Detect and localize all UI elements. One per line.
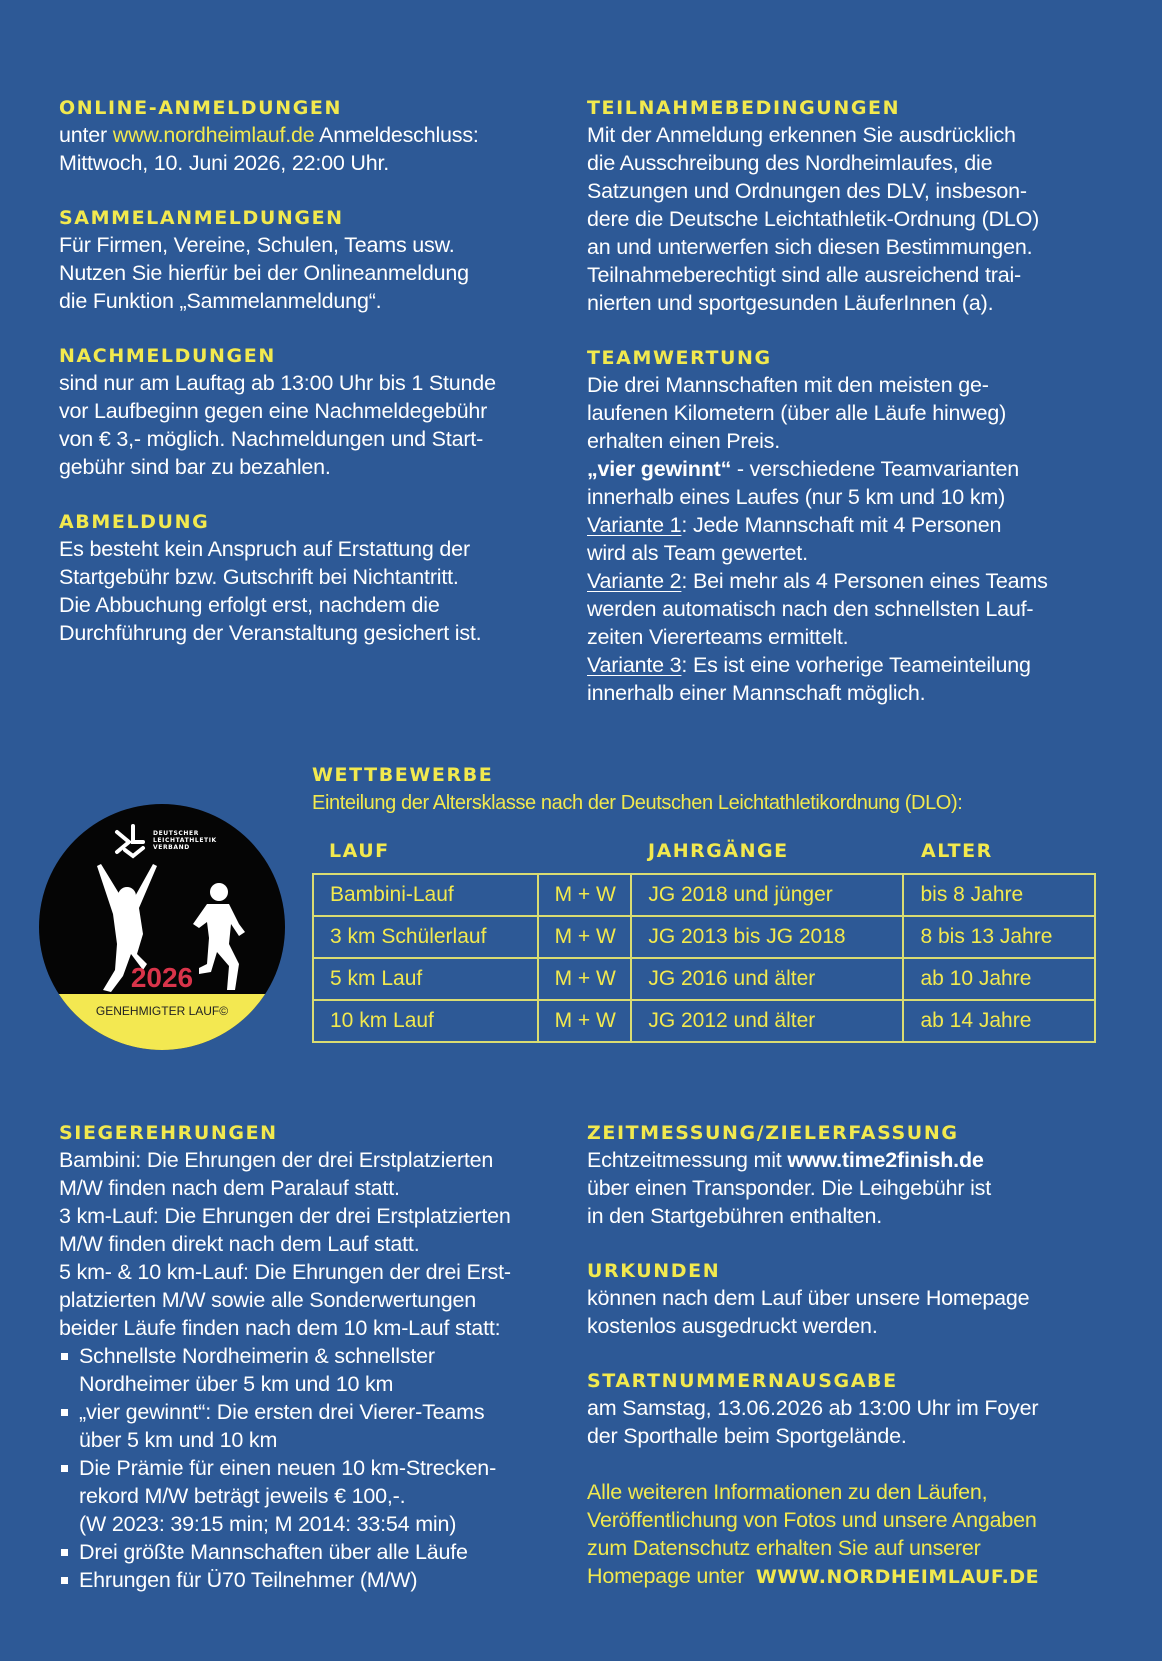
text-line: Ehrungen für Ü70 Teilnehmer (M/W) [79, 1568, 418, 1592]
text-line: Bambini: Die Ehrungen der drei Erstplatzierten [59, 1148, 494, 1172]
text-line: können nach dem Lauf über unsere Homepage [587, 1286, 1030, 1310]
text: : Bei mehr als 4 Personen eines Teams [681, 569, 1048, 593]
text-line: Nutzen Sie hierfür bei der Onlineanmeldung [59, 261, 469, 285]
section-subtitle: Einteilung der Altersklasse nach der Deutschen Leichtathletikordnung (DLO): [312, 792, 963, 814]
text-line: in den Startgebühren enthalten. [587, 1204, 883, 1228]
text-line: Satzungen und Ordnungen des DLV, insbeson- [587, 179, 1027, 203]
section-title: SAMMELANMELDUNGEN [59, 207, 344, 229]
text-line: Für Firmen, Vereine, Schulen, Teams usw. [59, 233, 455, 257]
column-header-alter: ALTER [921, 840, 993, 862]
text-line: werden automatisch nach den schnellsten Lauf- [587, 597, 1034, 621]
text-line: von € 3,- möglich. Nachmeldungen und Start- [59, 427, 484, 451]
section-title: TEAMWERTUNG [587, 347, 772, 369]
text-line: wird als Team gewertet. [587, 541, 808, 565]
text-line: die Ausschreibung des Nordheimlaufes, die [587, 151, 993, 175]
org-line: VERBAND [153, 844, 190, 851]
text-line: erhalten einen Preis. [587, 429, 781, 453]
info-last-line [587, 1562, 1117, 1591]
table-row [313, 916, 1095, 958]
online-line2: Mittwoch, 10. Juni 2026, 22:00 Uhr. [59, 151, 390, 175]
section-urkunden [587, 1258, 1117, 1340]
cell-gender: M + W [538, 1000, 632, 1042]
text-line: Nordheimer über 5 km und 10 km [79, 1372, 394, 1396]
section-title: NACHMELDUNGEN [59, 345, 276, 367]
list-item [59, 1398, 579, 1454]
left-column-bottom [59, 1120, 579, 1594]
section-further-info [587, 1478, 1117, 1591]
cell-gender: M + W [538, 874, 632, 916]
section-title: WETTBEWERBE [312, 764, 494, 786]
text-line: (W 2023: 39:15 min; M 2014: 33:54 min) [79, 1512, 457, 1536]
online-line1 [59, 121, 579, 149]
cell-jahrgang: JG 2013 bis JG 2018 [631, 916, 903, 958]
badge-year: 2026 [130, 962, 194, 993]
section-abmeldung [59, 509, 579, 647]
text-line: innerhalb einer Mannschaft möglich. [587, 681, 926, 705]
text-line: dere die Deutsche Leichtathletik-Ordnung (DLO) [587, 207, 1040, 231]
section-title: STARTNUMMERNAUSGABE [587, 1370, 898, 1392]
text-line: gebühr sind bar zu bezahlen. [59, 455, 331, 479]
cell-alter: 8 bis 13 Jahre [903, 916, 1095, 958]
left-column-top [59, 95, 579, 647]
text-line: zeiten Viererteams ermittelt. [587, 625, 849, 649]
section-title: ABMELDUNG [59, 511, 210, 533]
text-line: kostenlos ausgedruckt werden. [587, 1314, 878, 1338]
text-line: vor Laufbeginn gegen eine Nachmeldegebühr [59, 399, 488, 423]
cell-alter: bis 8 Jahre [903, 874, 1095, 916]
badge-graphic [39, 804, 285, 1050]
text-line: platzierten M/W sowie alle Sonderwertungen [59, 1288, 477, 1312]
cell-jahrgang: JG 2012 und älter [631, 1000, 903, 1042]
time2finish-link[interactable]: www.time2finish.de [787, 1148, 984, 1172]
cell-jahrgang: JG 2016 und älter [631, 958, 903, 1000]
text-line: 5 km- & 10 km-Lauf: Die Ehrungen der drei Erst- [59, 1260, 511, 1284]
table-row [313, 1000, 1095, 1042]
right-column-bottom [587, 1120, 1117, 1591]
text-line: beider Läufe finden nach dem 10 km-Lauf statt: [59, 1316, 501, 1340]
table-row [313, 874, 1095, 916]
vier-line [587, 455, 1117, 483]
text-line: der Sporthalle beim Sportgelände. [587, 1424, 907, 1448]
text-line: Die drei Mannschaften mit den meisten ge- [587, 373, 989, 397]
cell-lauf: 3 km Schülerlauf [313, 916, 538, 958]
text-line: Durchführung der Veranstaltung gesichert ist. [59, 621, 482, 645]
variant-3 [587, 651, 1117, 679]
text: Homepage unter [587, 1564, 756, 1588]
cell-alter: ab 10 Jahre [903, 958, 1095, 1000]
text-line: Die Prämie für einen neuen 10 km-Strecken- [79, 1456, 497, 1480]
cell-gender: M + W [538, 958, 632, 1000]
section-title: TEILNAHMEBEDINGUNGEN [587, 97, 901, 119]
text: : Jede Mannschaft mit 4 Personen [681, 513, 1002, 537]
text-line: über einen Transponder. Die Leihgebühr ist [587, 1176, 991, 1200]
section-title: URKUNDEN [587, 1260, 721, 1282]
column-header-jahrgaenge: JAHRGÄNGE [648, 840, 789, 862]
text: : Es ist eine vorherige Teameinteilung [681, 653, 1031, 677]
section-nachmeldungen [59, 343, 579, 481]
variant-label: Variante 1 [587, 513, 682, 537]
honors-list [59, 1342, 579, 1594]
cell-jahrgang: JG 2018 und jünger [631, 874, 903, 916]
cell-lauf: Bambini-Lauf [313, 874, 538, 916]
org-line: DEUTSCHER [153, 830, 199, 837]
text-line: Die Abbuchung erfolgt erst, nachdem die [59, 593, 440, 617]
section-online [59, 95, 579, 177]
list-item [59, 1342, 579, 1398]
list-item [59, 1454, 579, 1538]
column-header-lauf: LAUF [329, 840, 390, 862]
text-line: laufenen Kilometern (über alle Läufe hinweg) [587, 401, 1007, 425]
text-line: M/W finden direkt nach dem Lauf statt. [59, 1232, 420, 1256]
text-line: Schnellste Nordheimerin & schnellster [79, 1344, 435, 1368]
text: - verschiedene Teamvarianten [731, 457, 1019, 481]
badge-yellow-band [39, 994, 285, 1050]
text-line: sind nur am Lauftag ab 13:00 Uhr bis 1 Stunde [59, 371, 496, 395]
cell-alter: ab 14 Jahre [903, 1000, 1095, 1042]
text-line: Veröffentlichung von Fotos und unsere Angaben [587, 1508, 1037, 1532]
text-line: innerhalb eines Laufes (nur 5 km und 10 km) [587, 485, 1006, 509]
section-title: SIEGEREHRUNGEN [59, 1122, 278, 1144]
text-line: am Samstag, 13.06.2026 ab 13:00 Uhr im Foyer [587, 1396, 1039, 1420]
section-startnummernausgabe [587, 1368, 1117, 1450]
vier-gewinnt-label: „vier gewinnt“ [587, 457, 732, 481]
table-row [313, 958, 1095, 1000]
right-column-top [587, 95, 1117, 707]
text-line: 3 km-Lauf: Die Ehrungen der drei Erstplatzierten [59, 1204, 511, 1228]
cell-gender: M + W [538, 916, 632, 958]
text: Anmeldeschluss: [314, 123, 479, 147]
text-line: Startgebühr bzw. Gutschrift bei Nichtantritt. [59, 565, 459, 589]
text-line: Mit der Anmeldung erkennen Sie ausdrücklich [587, 123, 1016, 147]
variant-label: Variante 2 [587, 569, 682, 593]
text-line: Alle weiteren Informationen zu den Läufen, [587, 1480, 988, 1504]
text-line: M/W finden nach dem Paralauf statt. [59, 1176, 400, 1200]
age-class-table [312, 873, 1096, 1043]
badge-label: GENEHMIGTER LAUF© [95, 1004, 229, 1018]
section-title: ZEITMESSUNG/ZIELERFASSUNG [587, 1122, 959, 1144]
section-wettbewerbe [312, 762, 1102, 816]
list-item [59, 1566, 579, 1594]
text-line: an und unterwerfen sich diesen Bestimmungen. [587, 235, 1033, 259]
text: unter [59, 123, 113, 147]
cell-lauf: 10 km Lauf [313, 1000, 538, 1042]
text-line: Drei größte Mannschaften über alle Läufe [79, 1540, 468, 1564]
text-line: „vier gewinnt“: Die ersten drei Vierer-Teams [79, 1400, 485, 1424]
zeit-line1 [587, 1146, 1117, 1174]
section-title: ONLINE-ANMELDUNGEN [59, 97, 342, 119]
text-line: Teilnahmeberechtigt sind alle ausreichend trai- [587, 263, 1021, 287]
text-line: Es besteht kein Anspruch auf Erstattung der [59, 537, 470, 561]
list-item [59, 1538, 579, 1566]
variant-2 [587, 567, 1117, 595]
text-line: rekord M/W beträgt jeweils € 100,-. [79, 1484, 406, 1508]
section-teilnahme [587, 95, 1117, 317]
variant-1 [587, 511, 1117, 539]
variant-label: Variante 3 [587, 653, 682, 677]
text-line: über 5 km und 10 km [79, 1428, 278, 1452]
cell-lauf: 5 km Lauf [313, 958, 538, 1000]
org-line: LEICHTATHLETIK [153, 837, 217, 844]
dlv-approved-run-badge [39, 804, 285, 1050]
website-link[interactable]: www.nordheimlauf.de [112, 123, 315, 147]
section-sammel [59, 205, 579, 315]
section-teamwertung [587, 345, 1117, 707]
homepage-link[interactable]: WWW.NORDHEIMLAUF.DE [755, 1566, 1040, 1588]
text-line: die Funktion „Sammelanmeldung“. [59, 289, 382, 313]
text-line: nierten und sportgesunden LäuferInnen (a). [587, 291, 994, 315]
section-siegerehrungen [59, 1120, 579, 1594]
section-zeitmessung [587, 1120, 1117, 1230]
text: Echtzeitmessung mit [587, 1148, 788, 1172]
text-line: zum Datenschutz erhalten Sie auf unserer [587, 1536, 981, 1560]
